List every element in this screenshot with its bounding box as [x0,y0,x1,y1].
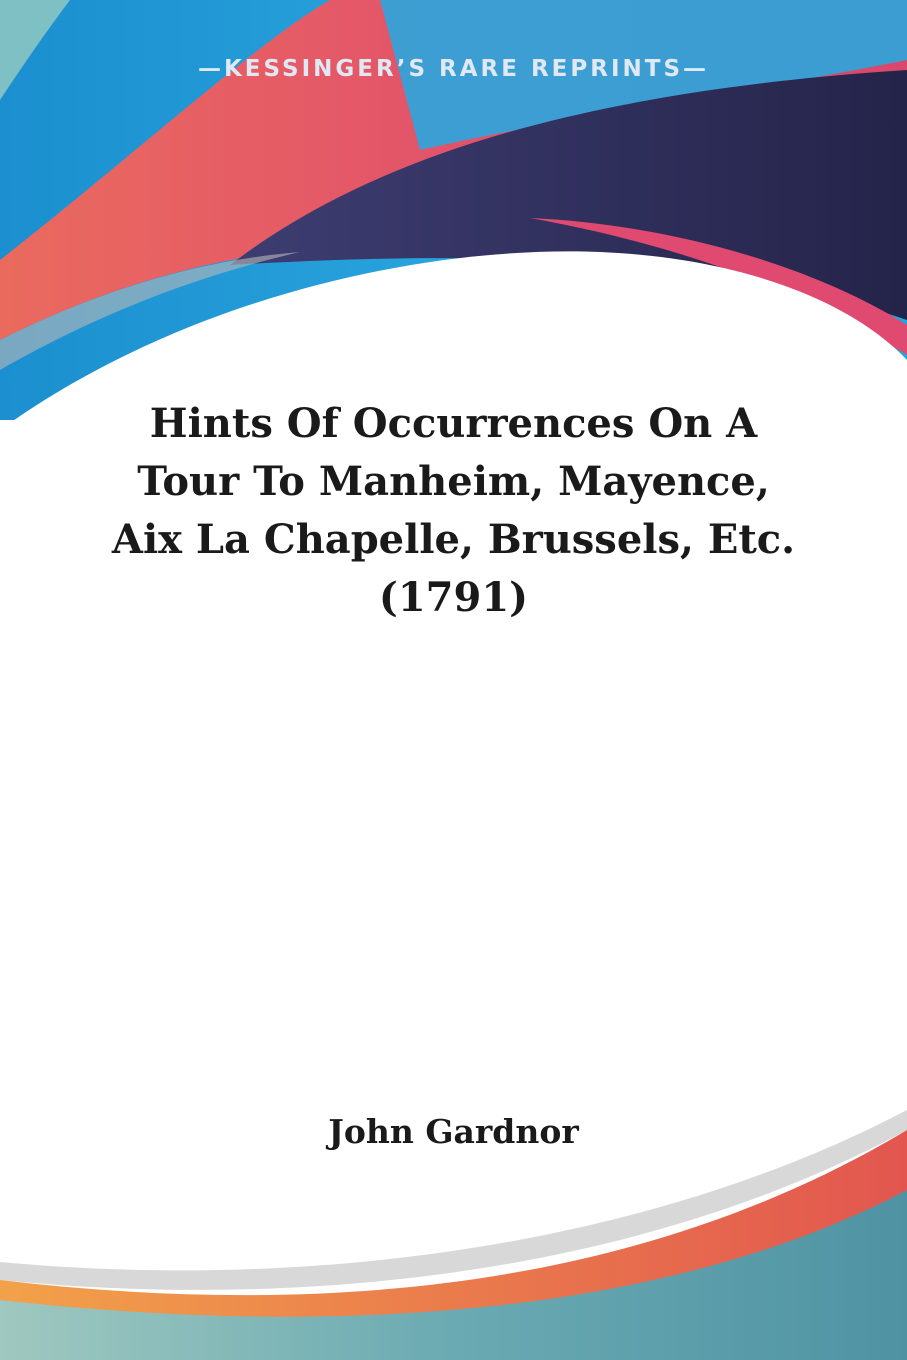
title-line: Aix La Chapelle, Brussels, Etc. [111,516,796,563]
title-line: (1791) [378,574,529,621]
title-line: Tour To Manheim, Mayence, [137,458,770,505]
title-line: Hints Of Occurrences On A [149,400,758,447]
publisher-imprint: —KESSINGER’S RARE REPRINTS— [197,56,710,82]
author-name: John Gardnor [328,1112,579,1151]
book-title [60,395,847,627]
